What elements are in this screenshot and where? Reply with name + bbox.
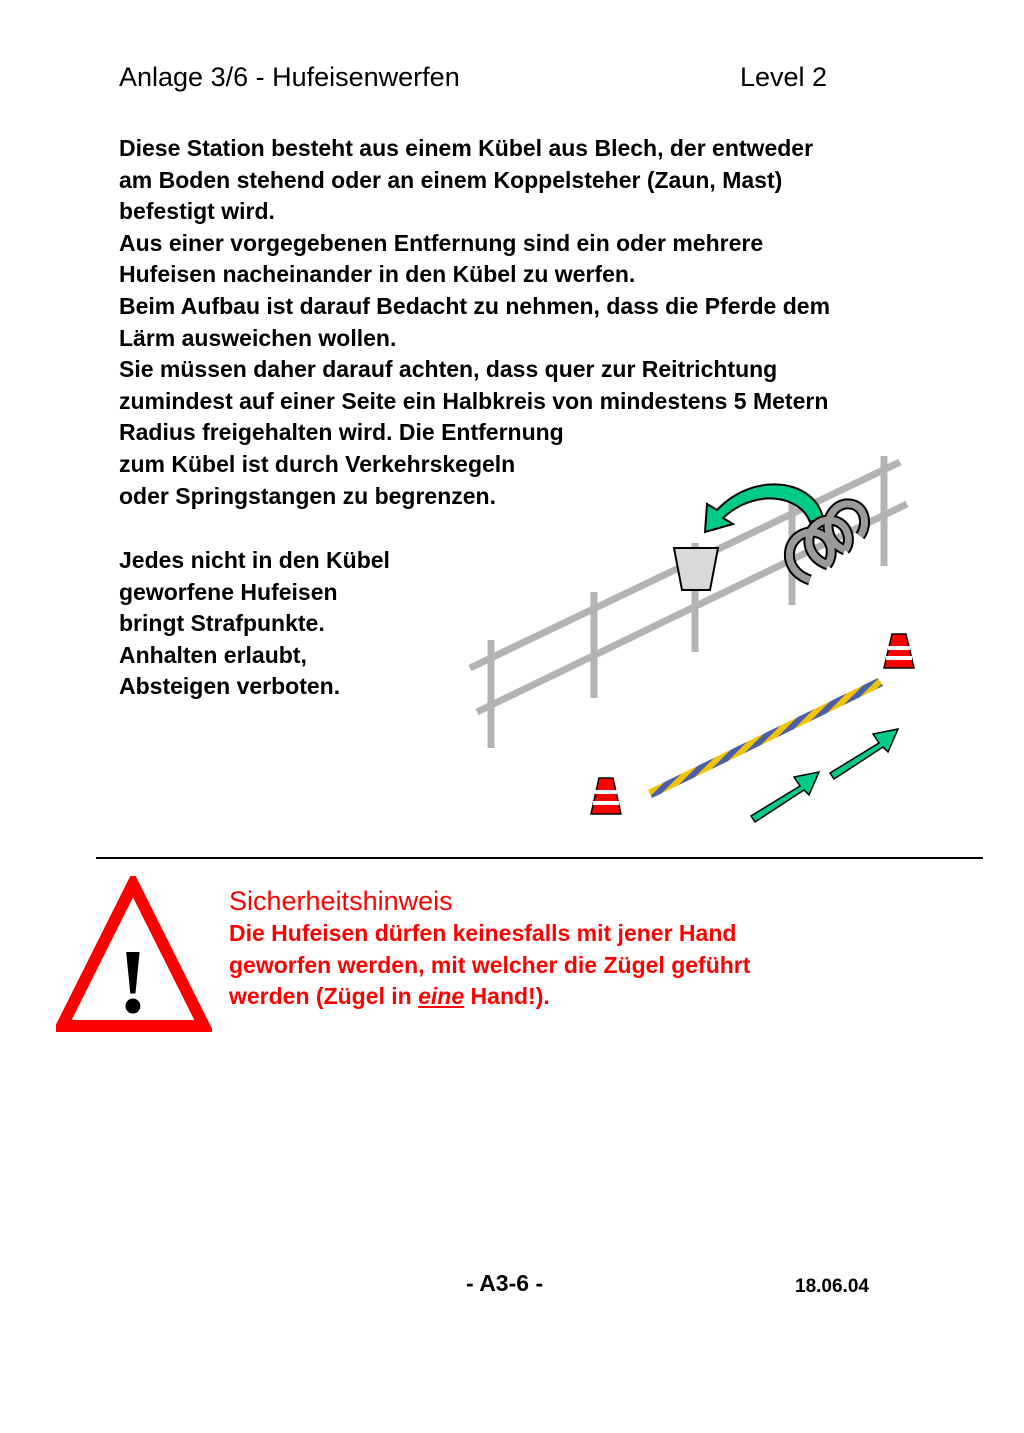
intro-line: zumindest auf einer Seite ein Halbkreis von mindestens 5 Metern (119, 387, 829, 414)
intro-line: Lärm ausweichen wollen. (119, 324, 397, 351)
intro-line: Beim Aufbau ist darauf Bedacht zu nehmen, dass die Pferde dem (119, 292, 831, 319)
safety-line-end: Hand!). (464, 983, 550, 1010)
safety-line: Die Hufeisen dürfen keinesfalls mit jener Hand (229, 920, 737, 946)
traffic-cone-icon (884, 634, 914, 668)
section-divider (96, 857, 983, 859)
level-label: Level 2 (740, 62, 828, 92)
rules-line: bringt Strafpunkte. (119, 610, 325, 637)
exclamation-mark: ! (117, 930, 149, 1032)
safety-line-start: werden (Zügel in (229, 983, 419, 1010)
jump-pole-icon (648, 678, 883, 798)
direction-arrow-icon (751, 772, 819, 822)
rules-text (119, 545, 390, 703)
rules-line: Anhalten erlaubt, (119, 641, 307, 668)
safety-emphasis: eine (418, 983, 465, 1010)
intro-line: Radius freigehalten wird. Die Entfernung (119, 419, 564, 446)
warning-triangle-icon (56, 876, 212, 1032)
intro-line: oder Springstangen zu begrenzen. (119, 482, 496, 509)
intro-line: Diese Station besteht aus einem Kübel aus Blech, der entweder (119, 135, 814, 161)
safety-line: geworfen werden, mit welcher die Zügel geführt (229, 951, 751, 978)
intro-line: Sie müssen daher darauf achten, dass quer zur Reitrichtung (119, 356, 778, 383)
safety-title: Sicherheitshinweis (229, 886, 453, 916)
rules-line: geworfene Hufeisen (119, 578, 338, 605)
document-date: 18.06.04 (795, 1276, 869, 1297)
station-illustration (455, 440, 975, 840)
traffic-cone-icon (591, 778, 621, 814)
intro-line: zum Kübel ist durch Verkehrskegeln (119, 450, 516, 477)
intro-line: befestigt wird. (119, 198, 275, 225)
page-title: Anlage 3/6 - Hufeisenwerfen (119, 62, 460, 92)
rules-line: Jedes nicht in den Kübel (119, 547, 390, 573)
safety-line (229, 981, 949, 1013)
page-number: - A3-6 - (466, 1270, 544, 1296)
intro-line: am Boden stehend oder an einem Koppelsteher (Zaun, Mast) (119, 166, 783, 193)
rules-line: Absteigen verboten. (119, 673, 341, 700)
intro-line: Aus einer vorgegebenen Entfernung sind ein oder mehrere (119, 229, 764, 256)
direction-arrow-icon (830, 729, 898, 779)
safety-notice (229, 884, 949, 1013)
bucket-icon (674, 548, 718, 590)
intro-line: Hufeisen nacheinander in den Kübel zu werfen. (119, 261, 636, 288)
